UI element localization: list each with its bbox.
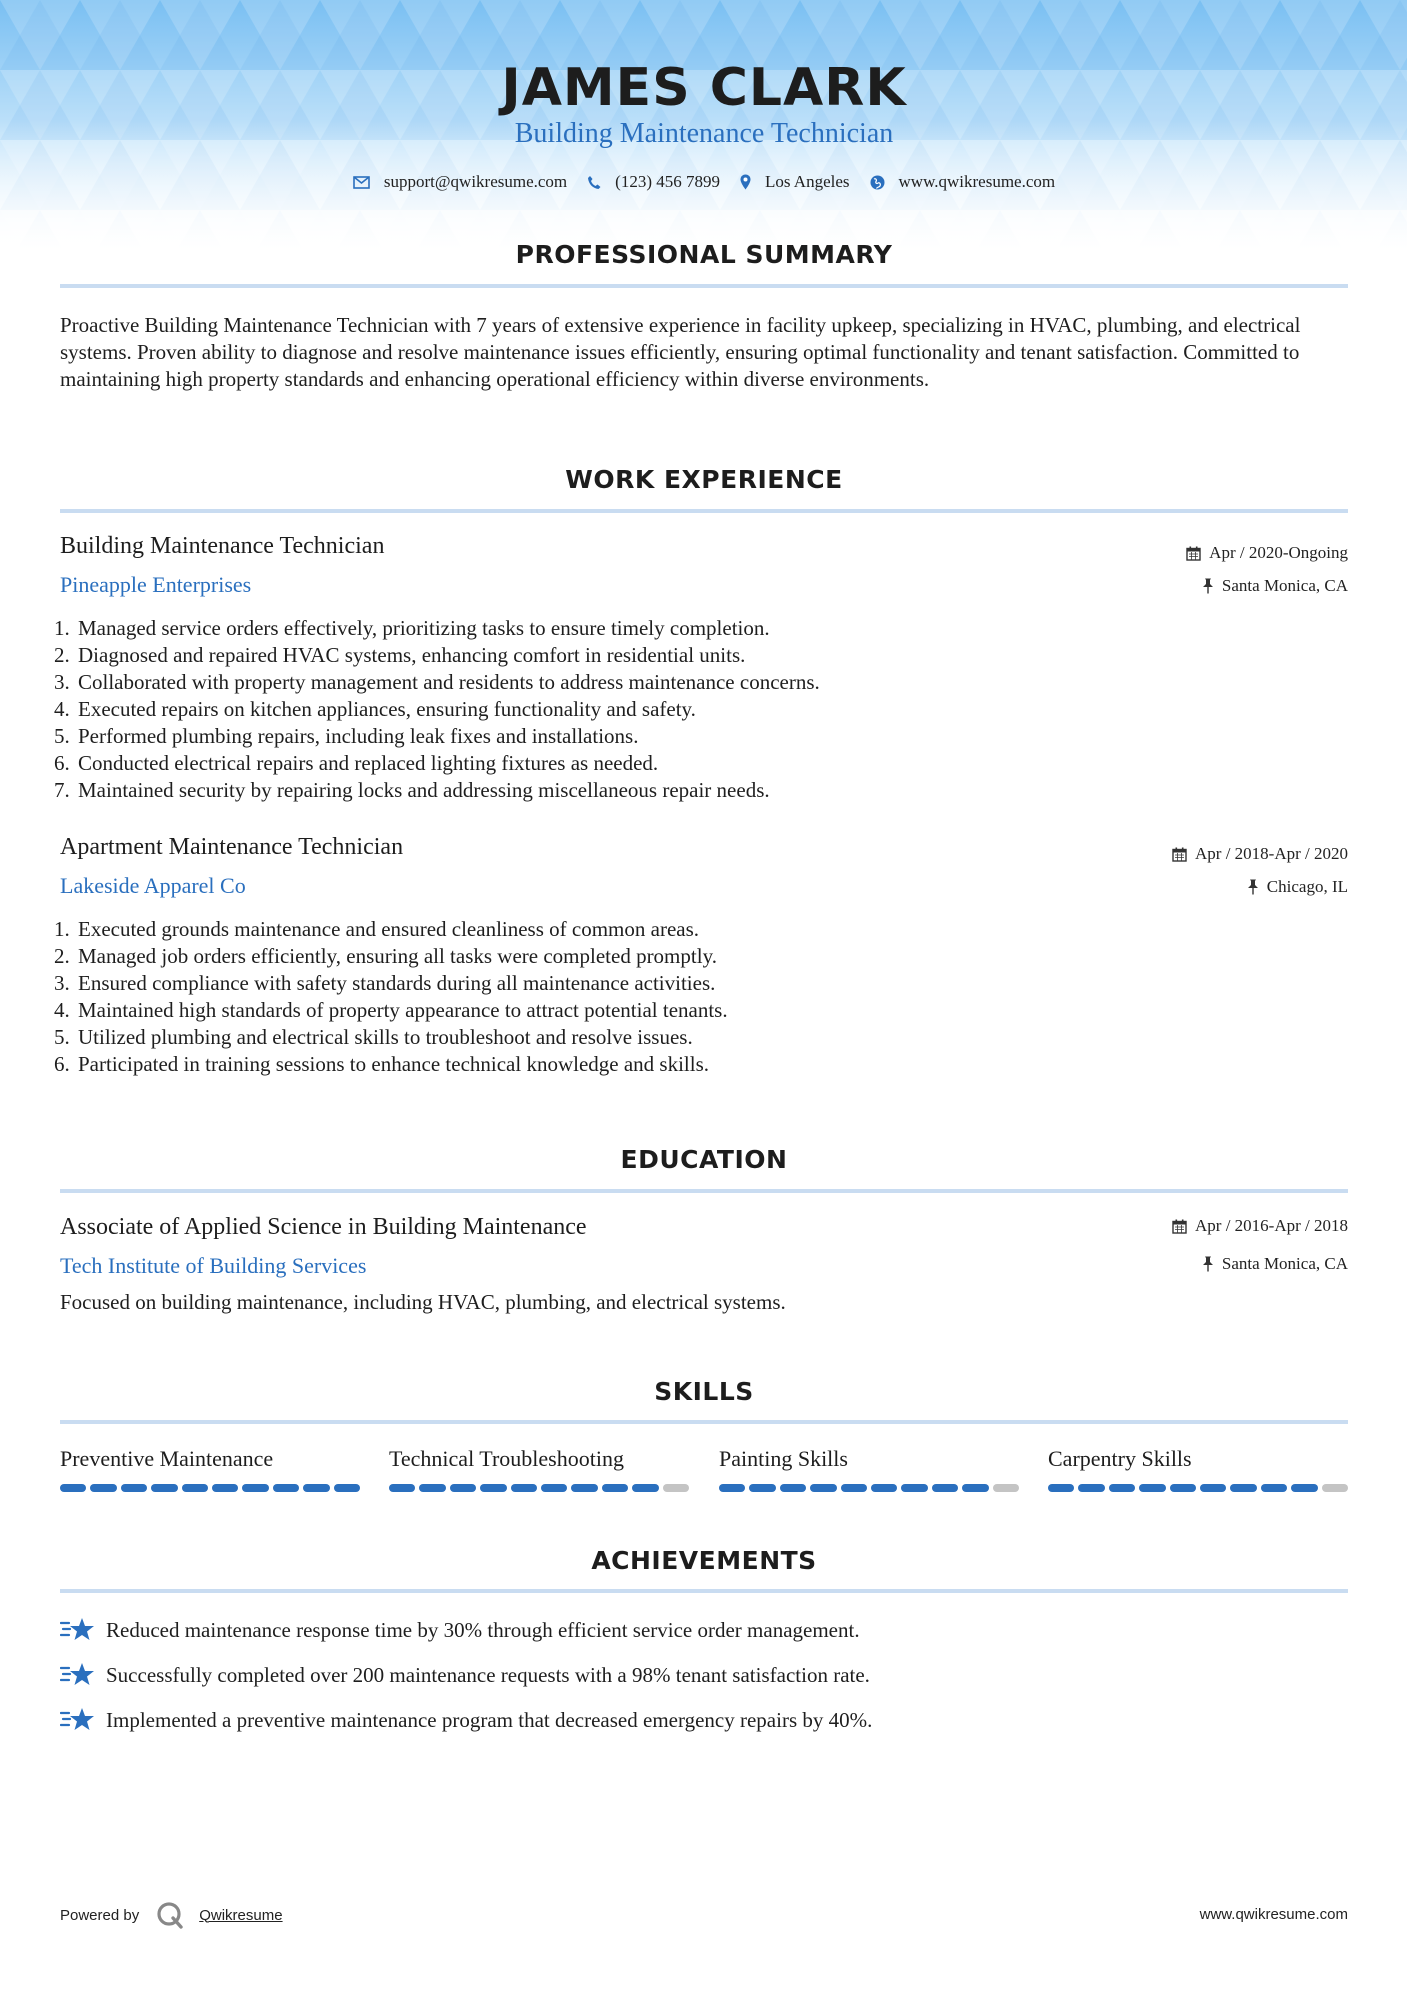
- list-item: 1. Executed grounds maintenance and ensured cleanliness of common areas.: [54, 917, 700, 941]
- skill-level-segment-filled: [389, 1484, 415, 1492]
- section-title-skills: SKILLS: [654, 1377, 754, 1406]
- job-dates: [1186, 543, 1348, 563]
- skill-level-segment-filled: [1230, 1484, 1256, 1492]
- skill-level-segment-filled: [1048, 1484, 1074, 1492]
- skill-level-segment-filled: [749, 1484, 775, 1492]
- job-dates-text: Apr / 2018-Apr / 2020: [1195, 844, 1348, 863]
- website-text: www.qwikresume.com: [898, 172, 1056, 191]
- job-bullets: [54, 916, 1348, 1078]
- envelope-icon: [353, 176, 370, 189]
- list-item: 6. Conducted electrical repairs and replaced lighting fixtures as needed.: [54, 751, 659, 775]
- section-divider: [60, 284, 1348, 288]
- summary-text: Proactive Building Maintenance Technician with 7 years of extensive experience in facility upkeep, specializing in HVAC, plumbing, and electrical systems. Proven ability to diagnose and resolve maintenance issues efficiently, ensuring optimal functionality and tenant satisfaction. Committed to maintaining high property standards and enhancing operational efficiency within diverse environments.: [60, 313, 1301, 391]
- footer-website[interactable]: www.qwikresume.com: [1199, 1906, 1348, 1923]
- skill-level-segment-filled: [242, 1484, 268, 1492]
- skill-name: Painting Skills: [719, 1446, 848, 1471]
- degree-title: Associate of Applied Science in Building Maintenance: [60, 1214, 587, 1240]
- section-divider: [60, 1189, 1348, 1193]
- job-location: [1247, 877, 1348, 897]
- section-title-summary: PROFESSIONAL SUMMARY: [515, 240, 893, 269]
- education-location-text: Santa Monica, CA: [1221, 1254, 1348, 1273]
- star-icon: [60, 1661, 96, 1689]
- achievement-item: [60, 1706, 872, 1734]
- skill-level-segment-filled: [121, 1484, 147, 1492]
- skill-item: [389, 1446, 689, 1492]
- skill-level-segment-filled: [303, 1484, 329, 1492]
- contact-website[interactable]: [870, 172, 1056, 192]
- phone-icon: [587, 175, 601, 190]
- job-dates-text: Apr / 2020-Ongoing: [1209, 543, 1348, 562]
- education-dates-text: Apr / 2016-Apr / 2018: [1195, 1216, 1348, 1235]
- pushpin-icon: [1247, 879, 1259, 895]
- job-title: Building Maintenance Technician: [60, 533, 385, 559]
- skill-level-segment-filled: [273, 1484, 299, 1492]
- education-dates: [1172, 1216, 1348, 1236]
- achievement-item: [60, 1616, 860, 1644]
- contact-email[interactable]: [353, 172, 567, 192]
- skill-level-segment-filled: [541, 1484, 567, 1492]
- skill-level-segment-filled: [602, 1484, 628, 1492]
- list-item: 4. Maintained high standards of property appearance to attract potential tenants.: [54, 998, 728, 1022]
- pushpin-icon: [1202, 578, 1214, 594]
- powered-by-label: Powered by: [60, 1906, 140, 1924]
- skill-level-segment-filled: [182, 1484, 208, 1492]
- skill-level-segment-filled: [1261, 1484, 1287, 1492]
- skill-level-segment-filled: [1139, 1484, 1165, 1492]
- job-location-text: Santa Monica, CA: [1221, 576, 1348, 595]
- skill-level-segment-filled: [60, 1484, 86, 1492]
- star-icon: [60, 1616, 96, 1644]
- job-title: Apartment Maintenance Technician: [60, 834, 404, 860]
- achievement-text: Reduced maintenance response time by 30% through efficient service order management.: [106, 1617, 860, 1642]
- pushpin-icon: [1202, 1256, 1214, 1272]
- skill-level-bar: [1048, 1484, 1348, 1492]
- list-item: 3. Collaborated with property management and residents to address maintenance concerns.: [54, 670, 820, 694]
- skill-level-segment-filled: [511, 1484, 537, 1492]
- skill-level-segment-filled: [450, 1484, 476, 1492]
- skill-level-segment-filled: [1109, 1484, 1135, 1492]
- star-icon: [60, 1706, 96, 1734]
- list-item: 3. Ensured compliance with safety standards during all maintenance activities.: [54, 971, 716, 995]
- list-item: 5. Performed plumbing repairs, including leak fixes and installations.: [54, 724, 639, 748]
- skill-item: [719, 1446, 1019, 1492]
- contact-phone[interactable]: [587, 172, 720, 192]
- skill-name: Carpentry Skills: [1048, 1446, 1192, 1471]
- achievement-item: [60, 1661, 870, 1689]
- calendar-icon: [1172, 1219, 1187, 1234]
- skill-level-bar: [60, 1484, 360, 1492]
- contact-location: [740, 172, 850, 192]
- skill-level-segment-filled: [780, 1484, 806, 1492]
- skill-level-segment-empty: [663, 1484, 689, 1492]
- contact-bar: [60, 172, 1348, 192]
- footer-powered-by: [60, 1900, 283, 1930]
- list-item: 2. Diagnosed and repaired HVAC systems, enhancing comfort in residential units.: [54, 643, 746, 667]
- achievement-text: Successfully completed over 200 maintenance requests with a 98% tenant satisfaction rate.: [106, 1662, 870, 1687]
- skill-level-segment-filled: [419, 1484, 445, 1492]
- skill-level-segment-filled: [932, 1484, 958, 1492]
- skill-item: [1048, 1446, 1348, 1492]
- job-bullets: [54, 615, 1348, 804]
- skill-name: Technical Troubleshooting: [389, 1446, 624, 1471]
- map-pin-icon: [740, 174, 751, 190]
- list-item: 6. Participated in training sessions to enhance technical knowledge and skills.: [54, 1052, 710, 1076]
- list-item: 4. Executed repairs on kitchen appliances, ensuring functionality and safety.: [54, 697, 696, 721]
- job-location-text: Chicago, IL: [1266, 877, 1348, 896]
- job-location: [1202, 576, 1348, 596]
- skill-name: Preventive Maintenance: [60, 1446, 274, 1471]
- skill-level-segment-filled: [90, 1484, 116, 1492]
- phone-text: (123) 456 7899: [615, 172, 720, 191]
- list-item: 2. Managed job orders efficiently, ensuring all tasks were completed promptly.: [54, 944, 717, 968]
- skill-level-segment-filled: [334, 1484, 360, 1492]
- calendar-icon: [1186, 546, 1201, 561]
- list-item: 1. Managed service orders effectively, prioritizing tasks to ensure timely completion.: [54, 616, 770, 640]
- section-divider: [60, 509, 1348, 513]
- skill-level-segment-filled: [632, 1484, 658, 1492]
- skill-level-segment-empty: [1322, 1484, 1348, 1492]
- qwikresume-logo-icon: [155, 1900, 185, 1930]
- skill-level-segment-filled: [1200, 1484, 1226, 1492]
- location-text: Los Angeles: [764, 172, 850, 191]
- section-divider: [60, 1420, 1348, 1424]
- skill-level-bar: [719, 1484, 1019, 1492]
- job-dates: [1172, 844, 1348, 864]
- email-text: support@qwikresume.com: [383, 172, 568, 191]
- globe-icon: [870, 175, 885, 190]
- calendar-icon: [1172, 847, 1187, 862]
- school-name: Tech Institute of Building Services: [60, 1253, 367, 1278]
- section-title-achievements: ACHIEVEMENTS: [591, 1546, 817, 1575]
- education-location: [1202, 1254, 1348, 1274]
- company-name: Lakeside Apparel Co: [60, 873, 246, 898]
- skill-level-segment-filled: [1170, 1484, 1196, 1492]
- skill-level-segment-filled: [810, 1484, 836, 1492]
- skill-level-segment-filled: [901, 1484, 927, 1492]
- candidate-title: Building Maintenance Technician: [514, 118, 894, 149]
- section-title-education: EDUCATION: [620, 1145, 788, 1174]
- skill-level-segment-filled: [571, 1484, 597, 1492]
- section-title-experience: WORK EXPERIENCE: [565, 465, 843, 494]
- skill-level-segment-filled: [719, 1484, 745, 1492]
- company-name: Pineapple Enterprises: [60, 572, 252, 597]
- achievement-text: Implemented a preventive maintenance program that decreased emergency repairs by 40%.: [106, 1707, 873, 1732]
- education-description: Focused on building maintenance, including HVAC, plumbing, and electrical systems.: [60, 1290, 786, 1314]
- skill-level-segment-filled: [1078, 1484, 1104, 1492]
- skill-level-bar: [389, 1484, 689, 1492]
- skill-level-segment-filled: [841, 1484, 867, 1492]
- skill-item: [60, 1446, 360, 1492]
- skill-level-segment-filled: [1291, 1484, 1317, 1492]
- brand-link[interactable]: Qwikresume: [199, 1906, 283, 1924]
- list-item: 5. Utilized plumbing and electrical skills to troubleshoot and resolve issues.: [54, 1025, 693, 1049]
- skill-level-segment-filled: [212, 1484, 238, 1492]
- candidate-name: JAMES CLARK: [501, 58, 907, 118]
- skill-level-segment-filled: [480, 1484, 506, 1492]
- skill-level-segment-filled: [962, 1484, 988, 1492]
- section-divider: [60, 1589, 1348, 1593]
- skill-level-segment-filled: [871, 1484, 897, 1492]
- list-item: 7. Maintained security by repairing locks and addressing miscellaneous repair needs.: [54, 778, 770, 802]
- skill-level-segment-filled: [151, 1484, 177, 1492]
- skill-level-segment-empty: [993, 1484, 1019, 1492]
